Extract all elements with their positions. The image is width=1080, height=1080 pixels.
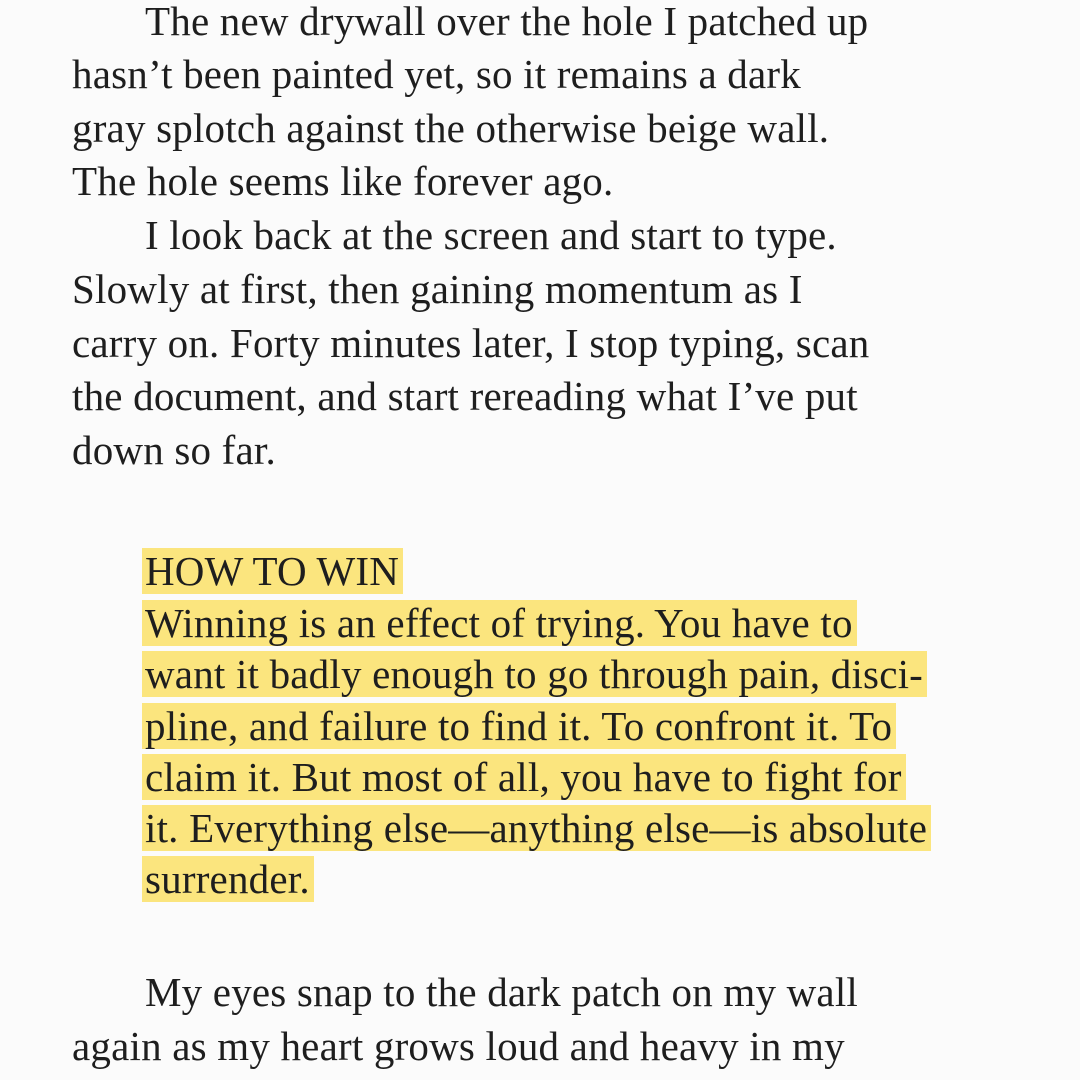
text-line: hasn’t been painted yet, so it remains a dark [72,51,801,97]
text-line: The new drywall over the hole I patched up [145,0,869,44]
quote-line[interactable]: it. Everything else—anything else—is absolute [142,805,931,851]
text-line: again as my heart grows loud and heavy in my [72,1023,845,1069]
quote-line[interactable]: Winning is an effect of trying. You have to [142,600,857,646]
text-line: I look back at the screen and start to type. [145,212,837,258]
quote-line[interactable]: pline, and failure to find it. To confront it. To [142,703,896,749]
text-line: Slowly at first, then gaining momentum as I [72,266,803,312]
quote-line[interactable]: claim it. But most of all, you have to fight for [142,754,906,800]
text-line: the document, and start rereading what I’ve put [72,373,858,419]
quote-heading[interactable]: HOW TO WIN [142,548,403,594]
quote-line[interactable]: surrender. [142,856,314,902]
text-line: gray splotch against the otherwise beige wall. [72,105,830,151]
quote-line[interactable]: want it badly enough to go through pain, disci- [142,651,927,697]
text-line: down so far. [72,427,276,473]
text-line: carry on. Forty minutes later, I stop typing, scan [72,320,870,366]
text-line: My eyes snap to the dark patch on my wall [145,969,859,1015]
text-line: The hole seems like forever ago. [72,158,614,204]
